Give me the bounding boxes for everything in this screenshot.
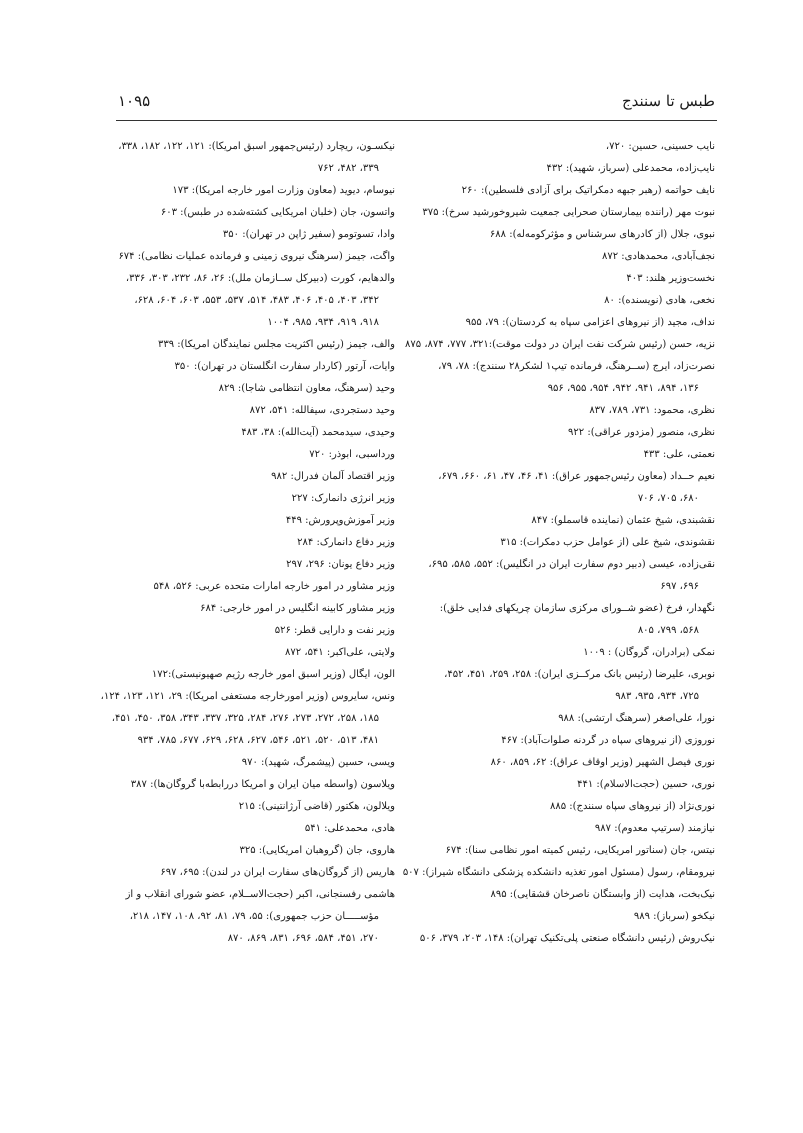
index-entry-line: نزیه، حسن (رئیس شرکت نفت ایران در دولت موقت):۳۲۱، ۷۷۷، ۸۷۴، ۸۷۵ [405,339,715,350]
index-entry-line: نایب‌زاده، محمدعلی (سرباز، شهید): ۴۳۲ [546,163,715,174]
index-entry-line: نیک‌بخت، هدایت (از وابستگان ناصرخان قشقایی): ۸۹۵ [490,889,715,900]
index-entry-line: نصرت‌زاد، ایرج (ســرهنگ، فرمانده تیپ۱ لشکر۲۸ سنندج): ۷۸، ۷۹، [438,361,715,372]
index-entry-continuation: ۵۶۸، ۷۹۹، ۸۰۵ [637,625,699,636]
index-entry-line: نبوی، جلال (از کادرهای سرشناس و مؤثرکومه‌له): ۶۸۸ [489,229,715,240]
index-entry-line: وزیر اقتصاد آلمان فدرال: ۹۸۲ [271,471,395,482]
index-entry [105,136,395,180]
index-entry-line: وحید دستجردی، سیفالله: ۵۴۱، ۸۷۲ [249,405,395,416]
index-entry-line: وزیر مشاور در امور خارجه امارات متحده عربی: ۵۲۶، ۵۴۸ [153,581,395,592]
index-entry-line: نایب حسینی، حسین: ۷۲۰، [605,141,715,152]
index-entry [105,466,395,488]
index-entry-line: وحیدی، سیدمحمد (آیت‌الله): ۳۸، ۴۸۳ [241,427,395,438]
index-entry-continuation: ۱۳۶، ۸۹۴، ۹۴۱، ۹۴۲، ۹۵۴، ۹۵۵، ۹۵۶ [547,383,699,394]
index-entry [105,356,395,378]
index-entry-line: نیکخو (سرباز): ۹۸۹ [633,911,715,922]
index-entry-line: نیتس، جان (سناتور امریکایی، رئیس کمیته امور نظامی سنا): ۶۷۴ [445,845,715,856]
index-entry-line: نبوت مهر (راننده بیمارستان صحرایی جمعیت شیروخورشید سرخ): ۳۷۵ [422,207,715,218]
index-entry-line: وزیر نفت و دارایی قطر: ۵۲۶ [274,625,395,636]
index-entry-line: نایف حواتمه (رهبر جبهه دمکراتیک برای آزادی فلسطین): ۲۶۰ [461,185,715,196]
index-entry [105,180,395,202]
index-entry [105,400,395,422]
index-entry-continuation: ۶۹۶، ۶۹۷ [660,581,699,592]
index-entry [423,466,715,510]
index-entry-line: وزیر انرژی دانمارک: ۲۲۷ [291,493,395,504]
index-entry-line: والف، جیمز (رئیس اکثریت مجلس نمایندگان امریکا): ۳۳۹ [157,339,395,350]
index-entry [423,158,715,180]
header-divider [116,120,717,121]
index-entry-continuation: ۲۷۰، ۴۵۱، ۵۸۴، ۶۹۶، ۸۳۱، ۸۶۹، ۸۷۰ [227,933,379,944]
index-entry-line: هاریس (از گروگان‌های سفارت ایران در لندن): ۶۹۵، ۶۹۷ [160,867,395,878]
index-entry-continuation: ۳۴۲، ۴۰۳، ۴۰۵، ۴۰۶، ۴۸۳، ۵۱۴، ۵۳۷، ۵۵۳، ۶۰۳، ۶۰۴، ۶۲۸، [134,295,379,306]
index-entry [105,532,395,554]
index-entry [423,840,715,862]
index-entry [423,752,715,774]
index-entry-line: نورا، علی‌اصغر (سرهنگ ارتشی): ۹۸۸ [558,713,715,724]
index-entry-line: ویلالون، هکتور (قاضی آرژانتینی): ۲۱۵ [238,801,395,812]
index-entry-line: نیرومقام، رسول (مسئول امور تغذیه دانشکده پزشکی دانشگاه شیراز): ۵۰۷ [402,867,715,878]
index-entry-line: ورداسبی، ابوذر: ۷۲۰ [309,449,395,460]
index-entry-line: نوبری، علیرضا (رئیس بانک مرکــزی ایران): ۲۵۸، ۲۵۹، ۴۵۱، ۴۵۲، [444,669,715,680]
index-entry [423,224,715,246]
index-entry [105,488,395,510]
index-entry [423,246,715,268]
index-entry [105,510,395,532]
index-entry [423,202,715,224]
running-title: طبس تا سنندج [621,92,715,110]
index-entry [105,840,395,862]
index-entry [423,510,715,532]
index-entry-line: وحید (سرهنگ، معاون انتظامی شاجا): ۸۲۹ [218,383,395,394]
index-entry [423,818,715,840]
index-entry-line: نیکسـون، ریچارد (رئیس‌جمهور اسبق امریکا): ۱۲۱، ۱۲۲، ۱۸۲، ۳۳۸، [118,141,395,152]
index-entry-line: نظری، محمود: ۷۳۱، ۷۸۹، ۸۳۷ [589,405,715,416]
index-entry [423,664,715,708]
index-column-right [402,136,715,950]
index-entry-line: وزیر دفاع یونان: ۲۹۶، ۲۹۷ [286,559,395,570]
index-entry-line: هادی، محمدعلی: ۵۴۱ [304,823,395,834]
index-entry [423,774,715,796]
index-entry-line: نمکی (برادران، گروگان) : ۱۰۰۹ [583,647,715,658]
index-entry [405,334,715,356]
index-entry [105,224,395,246]
index-entry-continuation: مؤســـــان حزب جمهوری): ۵۵، ۷۹، ۸۱، ۹۲، ۱۰۸، ۱۴۷، ۲۱۸، [129,911,379,922]
index-entry [105,554,395,576]
index-entry-line: واگت، جیمز (سرهنگ نیروی زمینی و فرمانده عملیات نظامی): ۶۷۴ [118,251,395,262]
index-entry-line: نداف، مجید (از نیروهای اعزامی سپاه به کردستان): ۷۹، ۹۵۵ [465,317,715,328]
index-entry-continuation: ۹۱۸، ۹۱۹، ۹۳۴، ۹۸۵، ۱۰۰۴ [267,317,379,328]
index-entry [105,620,395,642]
index-entry [105,862,395,884]
index-entry-line: نوروزی (از نیروهای سپاه در گردنه صلوات‌آباد): ۴۶۷ [501,735,715,746]
index-entry-line: هاروی، جان (گروهبان امریکایی): ۳۲۵ [239,845,395,856]
index-entry [100,686,395,752]
index-entry [105,796,395,818]
index-entry [423,268,715,290]
index-entry [105,576,395,598]
index-entry-continuation: ۱۸۵، ۲۵۸، ۲۷۲، ۲۷۳، ۲۷۶، ۲۸۴، ۳۲۵، ۳۳۷، ۳۴۳، ۳۵۸، ۴۵۰، ۴۵۱، [111,713,379,724]
index-entry [423,444,715,466]
index-entry [105,268,395,334]
index-entry-line: ویلاسون (واسطه میان ایران و امریکا دررابطه‌با گروگان‌ها): ۳۸۷ [130,779,395,790]
index-entry-line: وزیر مشاور کابینه انگلیس در امور خارجی: ۶۸۴ [200,603,395,614]
index-entry [105,664,395,686]
index-entry-line: نوری فیصل الشهیر (وزیر اوقاف عراق): ۶۲، ۸۵۹، ۸۶۰ [490,757,715,768]
index-entry [423,884,715,906]
index-entry [419,928,715,950]
index-entry-line: ونس، سایروس (وزیر امورخارجه مستعفی امریکا): ۲۹، ۱۲۱، ۱۲۳، ۱۲۴، [100,691,395,702]
index-entry-line: نقی‌زاده، عیسی (دبیر دوم سفارت ایران در انگلیس): ۵۵۲، ۵۸۵، ۶۹۵، [428,559,715,570]
index-entry-line: نیک‌روش (رئیس دانشگاه صنعتی پلی‌تکنیک تهران): ۱۴۸، ۲۰۳، ۳۷۹، ۵۰۶ [419,933,715,944]
index-entry-line: هاشمی رفسنجانی، اکبر (حجت‌الاســلام، عضو شورای انقلاب و از [125,889,395,900]
index-entry-line: وایات، آرتور (کاردار سفارت انگلستان در تهران): ۳۵۰ [174,361,395,372]
index-entry-line: نوری‌نژاد (از نیروهای سپاه سنندج): ۸۸۵ [549,801,715,812]
index-entry [423,136,715,158]
index-entry [423,598,715,642]
index-entry [105,598,395,620]
index-entry-line: نقشوندی، شیخ علی (از عوامل حزب دمکرات): ۳۱۵ [500,537,715,548]
index-entry [423,642,715,664]
index-entry-line: نوری، حسین (حجت‌الاسلام): ۴۴۱ [577,779,715,790]
index-entry-line: وادا، تسوتومو (سفیر ژاپن در تهران): ۳۵۰ [222,229,395,240]
index-entry [423,906,715,928]
index-entry [105,246,395,268]
index-entry-line: الون، ایگال (وزیر اسبق امور خارجه رژیم صهیونیستی):۱۷۲ [151,669,395,680]
index-entry-line: نخعی، هادی (نویسنده): ۸۰ [604,295,715,306]
index-entry [105,334,395,356]
index-entry [423,554,715,598]
index-entry [105,642,395,664]
index-entry-continuation: ۷۲۵، ۹۳۴، ۹۳۵، ۹۸۳ [615,691,699,702]
index-entry-continuation: ۴۸۱، ۵۱۳، ۵۲۰، ۵۲۱، ۵۴۶، ۶۲۷، ۶۲۸، ۶۲۹، ۶۷۷، ۷۸۵، ۹۳۴ [137,735,379,746]
index-entry [423,312,715,334]
index-entry-line: وزیر آموزش‌وپرورش: ۴۴۹ [285,515,395,526]
index-entry [105,202,395,224]
index-entry [423,400,715,422]
index-entry-line: نعیم حــداد (معاون رئیس‌جمهور عراق): ۴۱، ۴۶، ۴۷، ۶۱، ۶۶۰، ۶۷۹، [438,471,715,482]
index-entry-line: نجف‌آبادی، محمدهادی: ۸۷۲ [602,251,715,262]
index-entry [423,422,715,444]
index-entry [402,862,715,884]
index-entry-line: نیوسام، دیوید (معاون وزارت امور خارجه امریکا): ۱۷۳ [172,185,395,196]
index-entry [423,532,715,554]
index-entry [105,444,395,466]
index-entry [423,356,715,400]
index-entry-line: نقشبندی، شیخ عثمان (نماینده قاسملو): ۸۴۷ [531,515,715,526]
index-entry-line: نگهدار، فرخ (عضو شــورای مرکزی سازمان چریکهای فدایی خلق): [439,603,715,614]
index-entry [423,708,715,730]
index-entry-line: ویسی، حسین (پیشمرگ، شهید): ۹۷۰ [241,757,395,768]
index-entry [423,290,715,312]
index-entry [105,774,395,796]
index-entry [105,884,395,950]
index-entry-line: نظری، منصور (مزدور عراقی): ۹۲۲ [568,427,715,438]
index-entry-line: نعمتی، علی: ۴۳۳ [643,449,715,460]
index-entry-line: والدهایم، کورت (دبیرکل ســازمان ملل): ۲۶، ۸۶، ۲۳۲، ۳۰۳، ۳۳۶، [125,273,395,284]
index-entry [423,796,715,818]
index-entry-line: نیازمند (سرتیپ معدوم): ۹۸۷ [594,823,715,834]
index-entry-line: وزیر دفاع دانمارک: ۲۸۴ [297,537,395,548]
page-number: ۱۰۹۵ [118,92,151,110]
index-entry [423,730,715,752]
index-entry [105,378,395,400]
index-entry [423,180,715,202]
index-entry-continuation: ۳۳۹، ۴۸۲، ۷۶۲ [317,163,379,174]
index-column-left [100,136,395,950]
index-entry [105,752,395,774]
index-entry-line: ولایتی، علی‌اکبر: ۵۴۱، ۸۷۲ [285,647,395,658]
index-entry [105,422,395,444]
index-entry-line: نخست‌وزیر هلند: ۴۰۳ [626,273,715,284]
index-entry [105,818,395,840]
index-entry-line: واتسون، جان (خلبان امریکایی کشته‌شده در طبس): ۶۰۳ [160,207,395,218]
index-entry-continuation: ۶۸۰، ۷۰۵، ۷۰۶ [637,493,699,504]
